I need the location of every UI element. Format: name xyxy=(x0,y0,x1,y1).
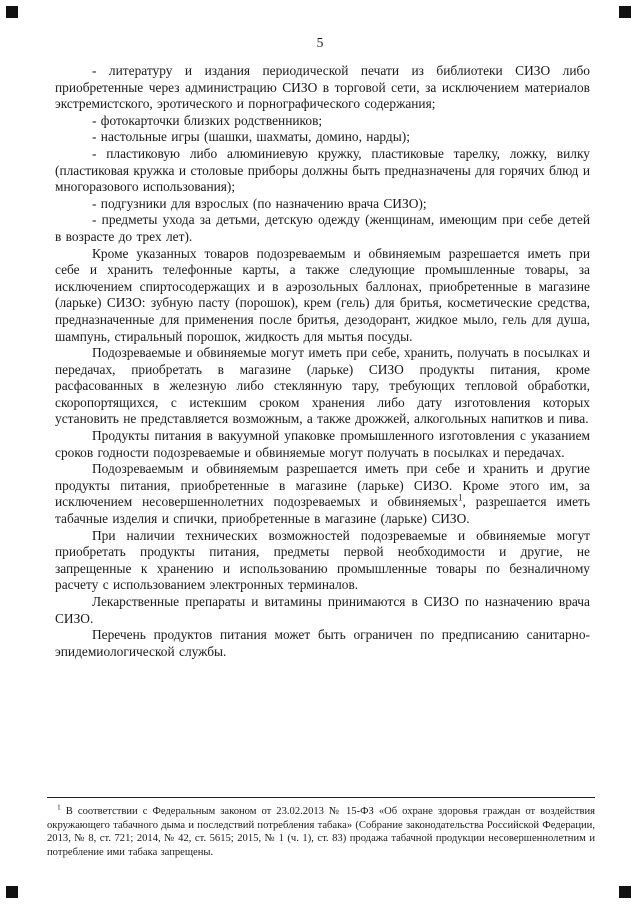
footnote-block xyxy=(47,797,595,859)
scan-mark-top-left xyxy=(6,6,18,18)
scan-mark-top-right xyxy=(619,6,631,18)
document-body xyxy=(55,63,590,660)
footnote-separator xyxy=(47,797,595,798)
list-item: - предметы ухода за детьми, детскую одежду (женщинам, имеющим при себе детей в возрасте до трех лет). xyxy=(55,212,590,244)
paragraph: Кроме указанных товаров подозреваемым и обвиняемым разрешается иметь при себе и хранить телефонные карты, а также следующие промышленные товары, за исключением спиртосодержащих и в аэрозольных баллонах, приобретенные в магазине (ларьке) СИЗО: зубную пасту (порошок), крем (гель) для бритья, косметические средства, предназначенные для применения после бритья, дезодорант, жидкое мыло, гель для душа, шампунь, стиральный порошок, жидкость для мытья посуды. xyxy=(55,245,590,344)
paragraph-text: Подозреваемым и обвиняемым разрешается иметь при себе и хранить и другие продукты питания, приобретенные в магазине (ларьке) СИЗО. Кроме этого им, за исключением несовершеннолетних подозреваемых и обвиняемых xyxy=(55,461,590,510)
paragraph: При наличии технических возможностей подозреваемые и обвиняемые могут приобретать продукты питания, предметы первой необходимости и другие, не запрещенные к хранению и использованию промышленные товары по безналичному расчету с использованием электронных терминалов. xyxy=(55,527,590,593)
paragraph: Перечень продуктов питания может быть ограничен по предписанию санитарно-эпидемиологической службы. xyxy=(55,627,590,659)
list-item: - настольные игры (шашки, шахматы, домино, нарды); xyxy=(92,129,410,145)
paragraph: Продукты питания в вакуумной упаковке промышленного изготовления с указанием сроков годности подозреваемые и обвиняемые могут получать в посылках и передачах. xyxy=(55,428,590,460)
paragraph-text: , разрешается иметь табачные изделия и спички, приобретенные в магазине (ларьке) СИЗО. xyxy=(55,494,590,527)
footnote xyxy=(47,802,596,859)
list-item: - фотокарточки близких родственников; xyxy=(92,112,323,128)
paragraph: Подозреваемые и обвиняемые могут иметь при себе, хранить, получать в посылках и передачах, приобретать в магазине (ларьке) СИЗО продукты питания, кроме расфасованных в железную либо стеклянную тару, требующих тепловой обработки, скоропортящихся, с истекшим сроком хранения либо дату изготовления которых установить не представляется возможным, а также дрожжей, алкогольных напитков и пива. xyxy=(55,345,590,427)
scan-mark-bottom-left xyxy=(6,886,18,898)
list-item: - литературу и издания периодической печати из библиотеки СИЗО либо приобретенные через администрацию СИЗО в торговой сети, за исключением материалов экстремистского, эротического и порнографического содержания; xyxy=(55,63,590,112)
footnote-text: В соответствии с Федеральным законом от 23.02.2013 № 15-ФЗ «Об охране здоровья граждан от воздействия окружающего табачного дыма и последствий потребления табака» (Собрание законодательства Российской Федерации, 2013, № 8, ст. 721; 2014, № 42, ст. 5615; 2015, № 1 (ч. 1), ст. 83) продажа табачной продукции несовершеннолетним и потребление ими табака запрещены. xyxy=(47,806,596,858)
paragraph xyxy=(55,461,590,527)
scan-mark-bottom-right xyxy=(619,886,631,898)
footnote-marker: 1 xyxy=(57,802,61,812)
paragraph: Лекарственные препараты и витамины принимаются в СИЗО по назначению врача СИЗО. xyxy=(55,594,590,626)
page-number: 5 xyxy=(316,35,324,50)
list-item: - подгузники для взрослых (по назначению врача СИЗО); xyxy=(92,195,427,211)
footnote-reference: 1 xyxy=(457,492,463,503)
list-item: - пластиковую либо алюминиевую кружку, пластиковые тарелку, ложку, вилку (пластиковая кружка и столовые приборы должны быть предназначены для горячих блюд и многоразового использования); xyxy=(55,145,590,195)
